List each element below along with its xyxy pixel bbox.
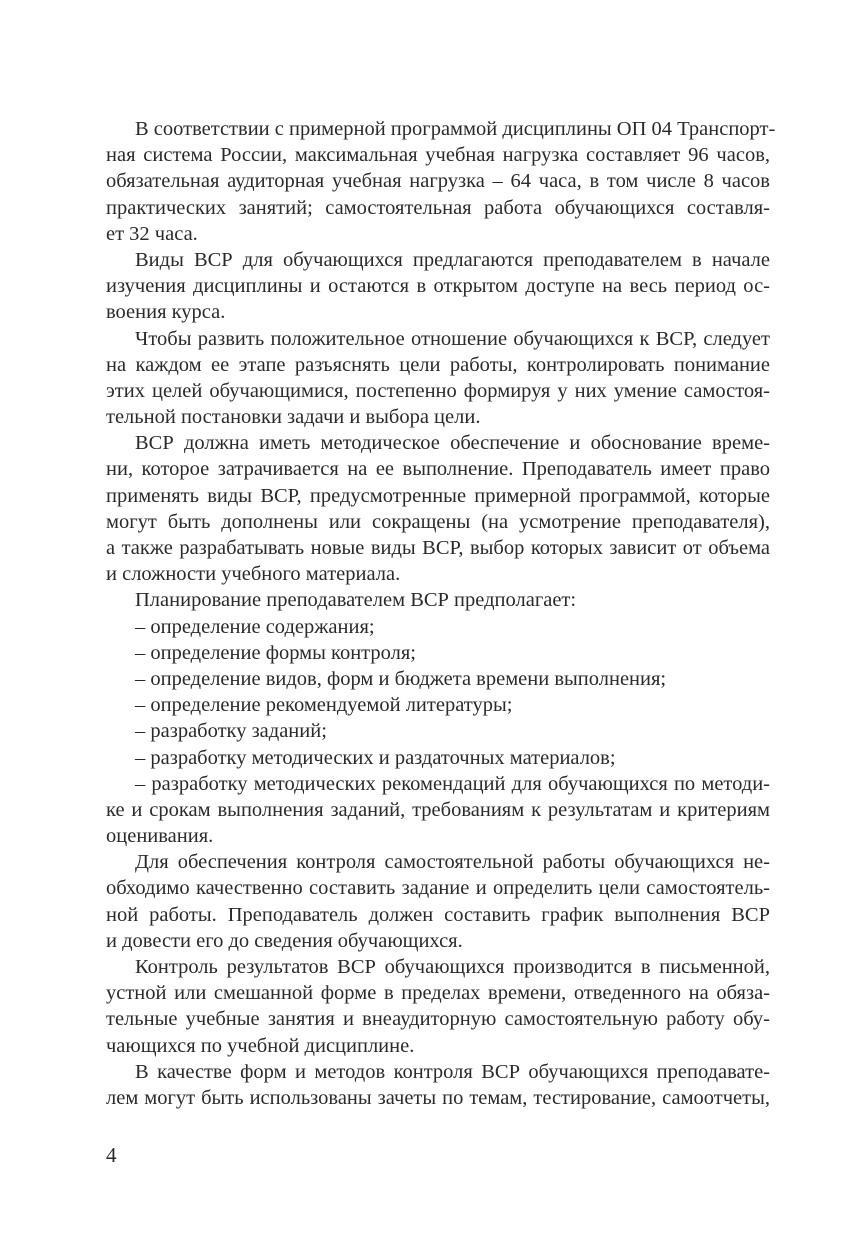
text-line: – определение формы контроля; — [135, 641, 416, 664]
paragraph — [106, 849, 770, 954]
text-line: ная система России, максимальная учебная нагрузка составляет 96 часов, — [106, 144, 770, 167]
text-line: В соответствии с примерной программой дисциплины ОП 04 Транспорт- — [135, 118, 776, 140]
text-line: – определение содержания; — [135, 615, 375, 638]
text-line: тельные учебные занятия и внеаудиторную самостоятельную работу обу- — [106, 1008, 770, 1031]
text-line: воения курса. — [106, 301, 226, 324]
text-line: устной или смешанной форме в пределах времени, отведенного на обяза- — [106, 982, 770, 1005]
text-line: ной работы. Преподаватель должен составить график выполнения ВСР — [106, 903, 770, 926]
text-line: ВСР должна иметь методическое обеспечение и обоснование време- — [135, 432, 770, 455]
paragraph — [106, 954, 770, 1059]
paragraph — [106, 116, 776, 247]
text-line: Планирование преподавателем ВСР предполагает: — [135, 589, 577, 612]
text-line: ке и срокам выполнения заданий, требованиям к результатам и критериям — [106, 798, 770, 821]
list-item — [106, 640, 770, 666]
text-line: а также разрабатывать новые виды ВСР, выбор которых зависит от объема — [106, 537, 770, 559]
text-line: обходимо качественно составить задание и определить цели самостоятель- — [106, 877, 770, 900]
page-number: 4 — [106, 1143, 117, 1167]
paragraph — [106, 430, 770, 587]
text-line: Виды ВСР для обучающихся предлагаются преподавателем в начале — [135, 248, 770, 271]
text-line: В качестве форм и методов контроля ВСР обучающихся преподавате- — [135, 1060, 770, 1083]
text-line: ни, которое затрачивается на ее выполнение. Преподаватель имеет право — [106, 458, 770, 481]
paragraph — [106, 1059, 770, 1111]
text-line: ет 32 часа. — [106, 222, 198, 245]
text-line: – определение рекомендуемой литературы; — [135, 694, 513, 717]
text-line: – разработку методических и раздаточных материалов; — [135, 746, 616, 769]
text-line: Контроль результатов ВСР обучающихся производится в письменной, — [135, 956, 770, 978]
paragraph — [106, 326, 770, 431]
text-line: на каждом ее этапе разъяснять цели работы, контролировать понимание — [106, 353, 770, 376]
text-line: этих целей обучающимися, постепенно формируя у них умение самостоя- — [106, 379, 770, 402]
text-line: чающихся по учебной дисциплине. — [106, 1034, 415, 1057]
text-line: практических занятий; самостоятельная работа обучающихся составля- — [106, 196, 770, 219]
text-line: лем могут быть использованы зачеты по темам, тестирование, самоотчеты, — [106, 1086, 770, 1109]
text-line: оценивания. — [106, 825, 214, 848]
list-item — [106, 745, 770, 771]
text-line: изучения дисциплины и остаются в открытом доступе на весь период ос- — [106, 275, 770, 298]
text-line: тельной постановки задачи и выбора цели. — [106, 406, 481, 429]
text-line: обязательная аудиторная учебная нагрузка – 64 часа, в том числе 8 часов — [106, 170, 770, 193]
text-line: – разработку методических рекомендаций для обучающихся по методи- — [135, 772, 770, 795]
paragraph — [106, 247, 770, 326]
text-line: могут быть дополнены или сокращены (на усмотрение преподавателя), — [106, 510, 770, 533]
list-item — [106, 666, 770, 692]
text-line: – определение видов, форм и бюджета времени выполнения; — [135, 667, 667, 690]
body-text — [106, 116, 776, 1111]
text-line: применять виды ВСР, предусмотренные примерной программой, которые — [106, 484, 770, 507]
list-item — [106, 614, 770, 640]
paragraph — [106, 587, 770, 613]
list-item — [106, 692, 770, 718]
text-line: Для обеспечения контроля самостоятельной работы обучающихся не- — [135, 851, 770, 874]
text-line: и сложности учебного материала. — [106, 563, 401, 586]
text-line: Чтобы развить положительное отношение обучающихся к ВСР, следует — [135, 327, 770, 350]
text-line: и довести его до сведения обучающихся. — [106, 929, 463, 952]
text-line: – разработку заданий; — [135, 720, 327, 743]
list-item — [106, 718, 770, 744]
list-item — [106, 771, 770, 850]
